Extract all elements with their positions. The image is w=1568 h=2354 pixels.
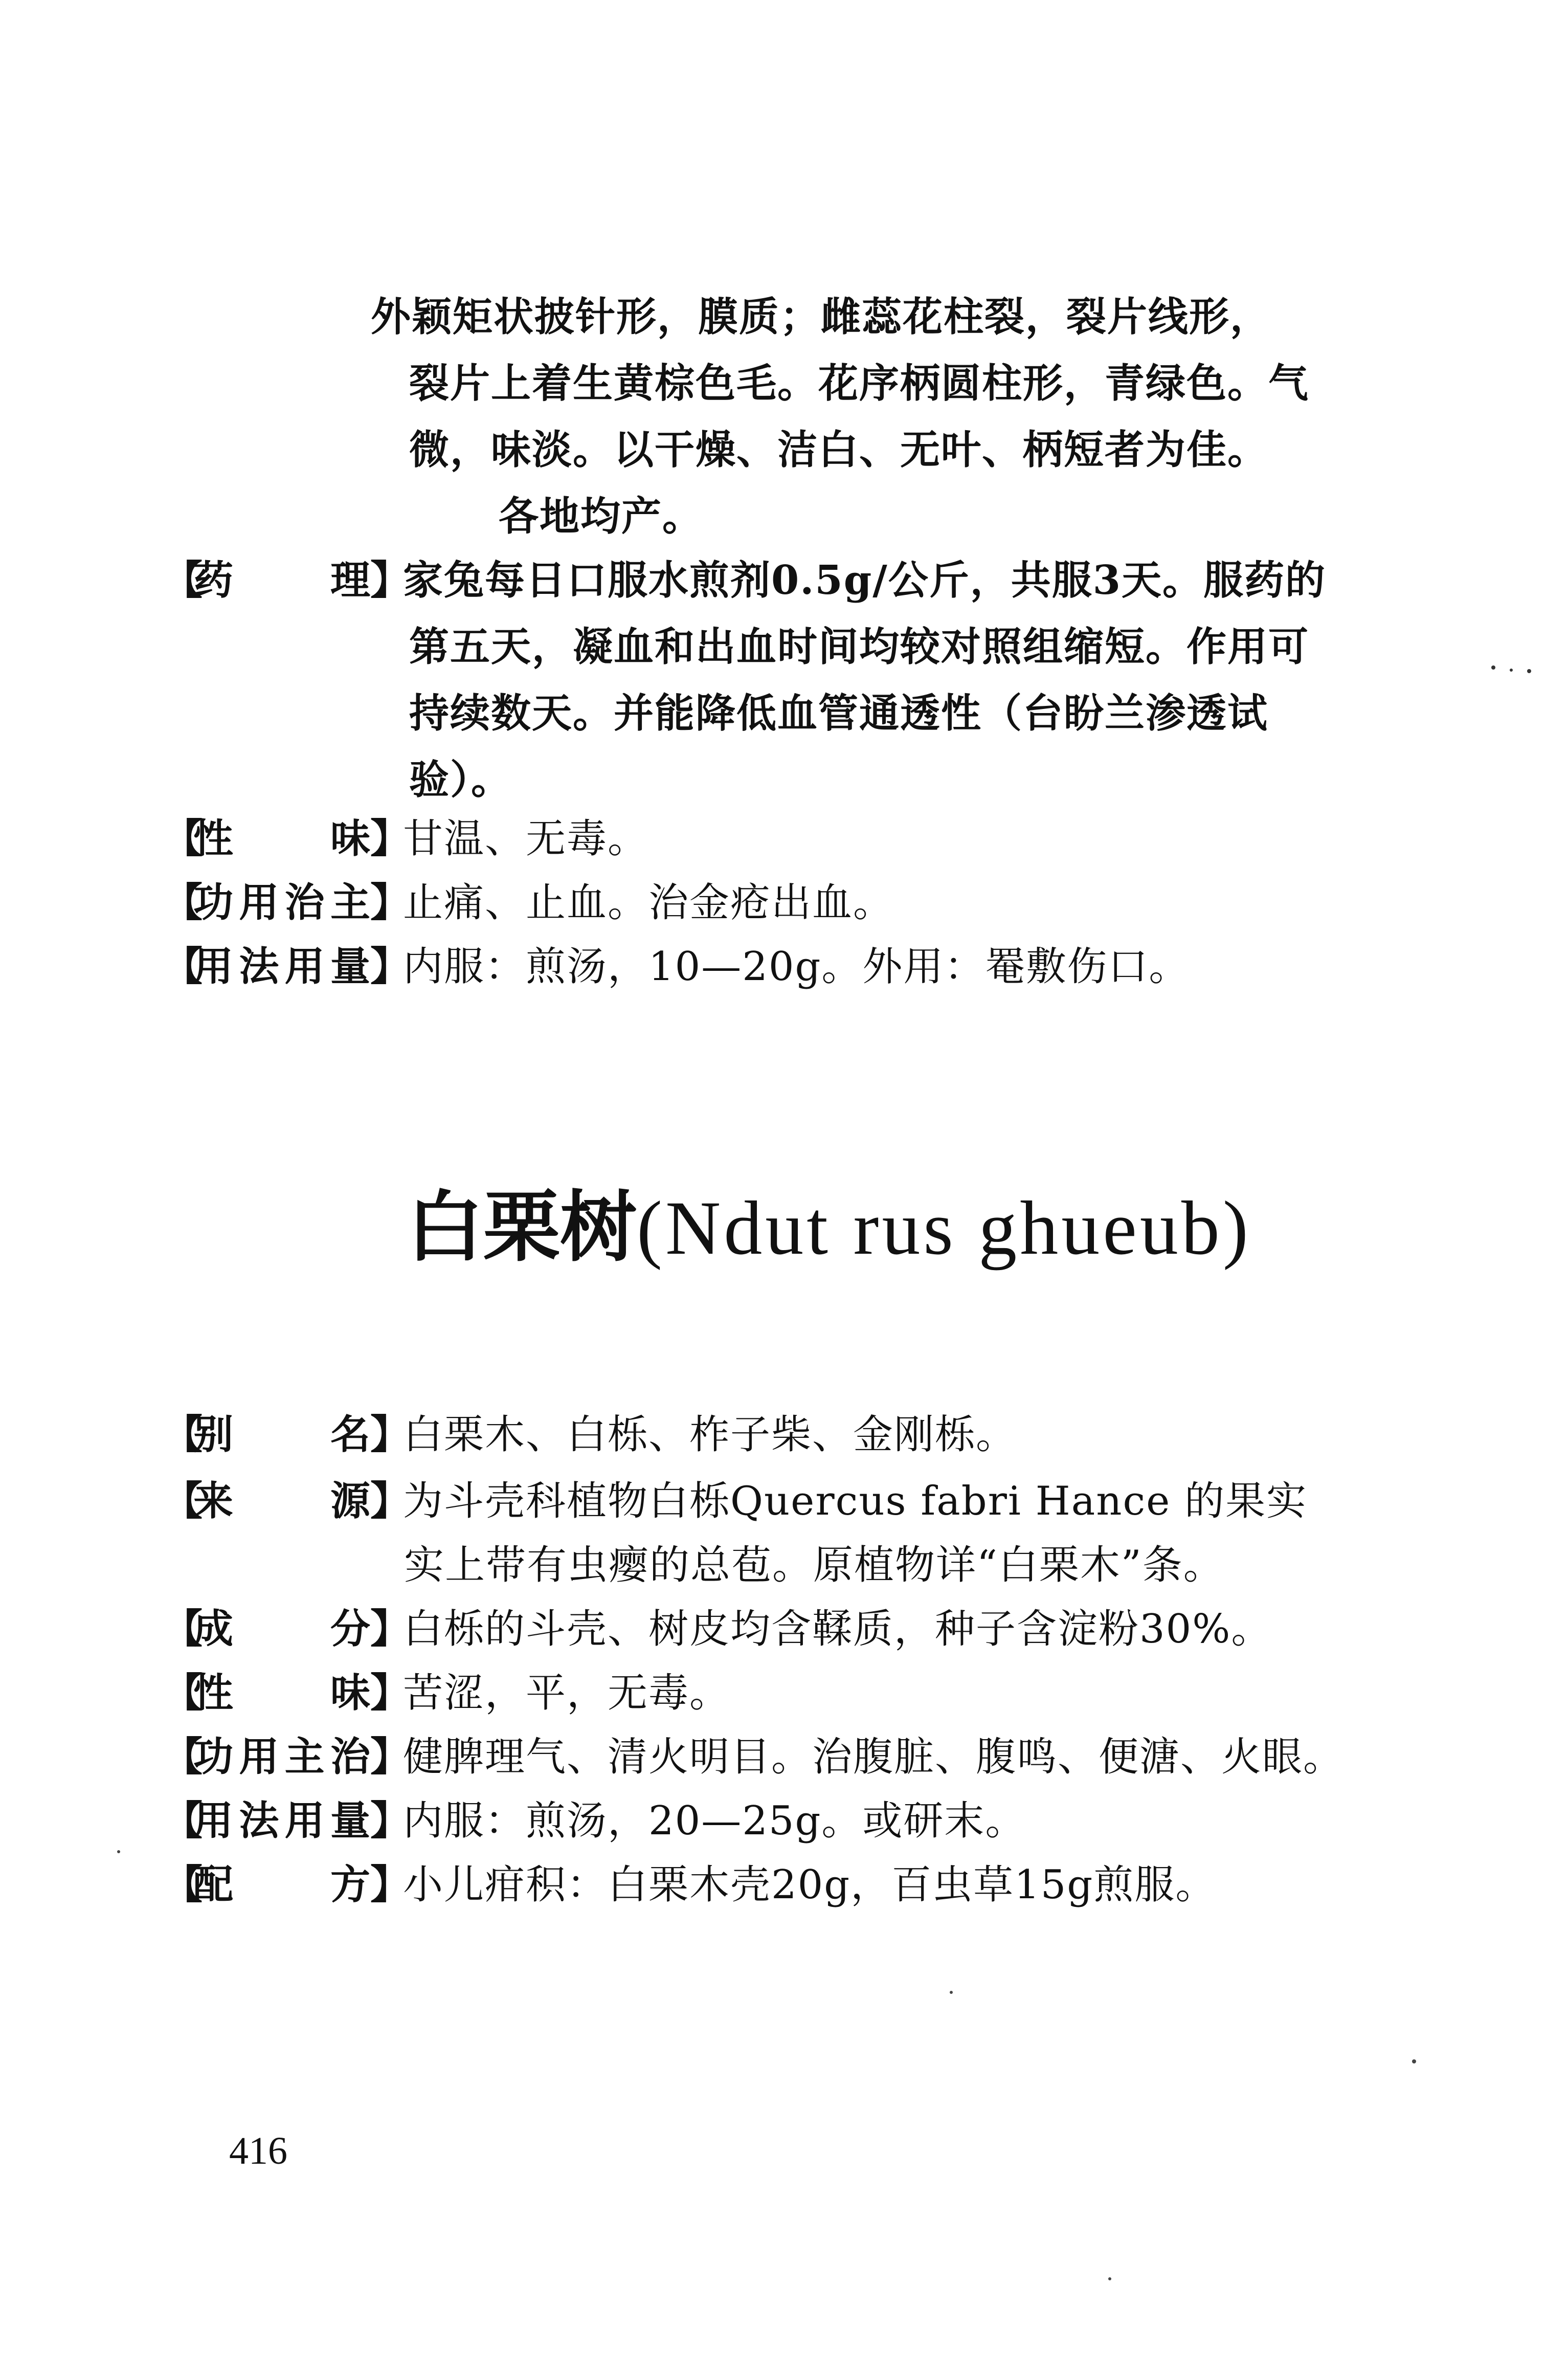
entry-prescription: [163, 1859, 1216, 1911]
entry-value-continuation: 实上带有虫瘿的总苞。原植物详“白栗木”条。: [404, 1542, 1224, 1588]
scan-speck: [1491, 665, 1495, 670]
entry-function: [163, 1731, 1344, 1783]
scan-speck: [117, 1850, 120, 1853]
entry-label: 【药理】: [163, 558, 411, 604]
entry-label: 【来源】: [163, 1478, 411, 1524]
entry-label: 【成分】: [163, 1606, 411, 1652]
entry-label: 【功用治主】: [163, 880, 411, 926]
entry-value: 止痛、止血。治金疮出血。: [403, 880, 894, 926]
entry-taste: [163, 813, 648, 864]
scan-speck: [1108, 2277, 1111, 2280]
entry-value: 甘温、无毒。: [403, 816, 649, 862]
continuation-line: 各地均产。: [499, 493, 704, 540]
entry-value: 小儿疳积：白栗木壳20g，百虫草15g煎服。: [403, 1862, 1217, 1908]
entry-function: [163, 877, 894, 928]
scan-speck: [1527, 669, 1531, 673]
entry-alias: [163, 1409, 1017, 1460]
entry-label: 【性味】: [163, 816, 411, 862]
entry-value-continuation: 第五天，凝血和出血时间均较对照组缩短。作用可: [409, 624, 1310, 670]
entry-value: 家兔每日口服水煎剂0.5g/公斤，共服3天。服药的: [403, 557, 1327, 604]
entry-label: 【配方】: [163, 1862, 411, 1908]
entry-label: 【用法用量】: [163, 1798, 411, 1844]
entry-label: 【用法用量】: [163, 944, 411, 990]
entry-value-continuation: 持续数天。并能降低血管通透性（台盼兰渗透试: [409, 690, 1269, 737]
entry-value: 白栎的斗壳、树皮均含鞣质，种子含淀粉30%。: [403, 1606, 1272, 1652]
continuation-line: 微，味淡。以干燥、洁白、无叶、柄短者为佳。: [409, 427, 1269, 473]
continuation-line: 外颖矩状披针形，膜质；雌蕊花柱裂，裂片线形，: [371, 294, 1271, 340]
title-chinese: 白栗树: [407, 1183, 637, 1272]
entry-value: 内服：煎汤，20—25g。或研末。: [403, 1798, 1026, 1844]
entry-value: 健脾理气、清火明目。治腹脏、腹鸣、便溏、火眼。: [403, 1734, 1345, 1780]
continuation-line: 裂片上着生黄棕色毛。花序柄圆柱形，青绿色。气: [409, 360, 1310, 407]
entry-value: 苦涩，平，无毒。: [403, 1670, 731, 1716]
page-number: 416: [229, 2129, 287, 2172]
entry-value: 为斗壳科植物白栎Quercus fabri Hance 的果实: [403, 1478, 1308, 1524]
title-latin: (Ndut rus ghueub): [637, 1186, 1251, 1271]
entry-label: 【功用主治】: [163, 1734, 411, 1780]
entry-usage: [163, 1795, 1026, 1847]
entry-taste: [163, 1668, 730, 1719]
entry-value: 白栗木、白栎、柞子柴、金刚栎。: [403, 1412, 1017, 1458]
scan-speck: [1412, 2059, 1416, 2063]
entry-source: [163, 1476, 1307, 1527]
scan-speck: [1510, 669, 1513, 672]
entry-usage: [163, 941, 1190, 992]
scan-speck: [950, 1991, 953, 1994]
entry-pharmacology: [163, 555, 1326, 606]
entry-label: 【性味】: [163, 1670, 411, 1716]
entry-composition: [163, 1604, 1272, 1655]
section-title: [407, 1182, 1251, 1274]
entry-label: 【别名】: [163, 1412, 411, 1458]
entry-value: 内服：煎汤，10—20g。外用：罨敷伤口。: [403, 944, 1190, 990]
entry-value-continuation: 验）。: [409, 757, 512, 803]
